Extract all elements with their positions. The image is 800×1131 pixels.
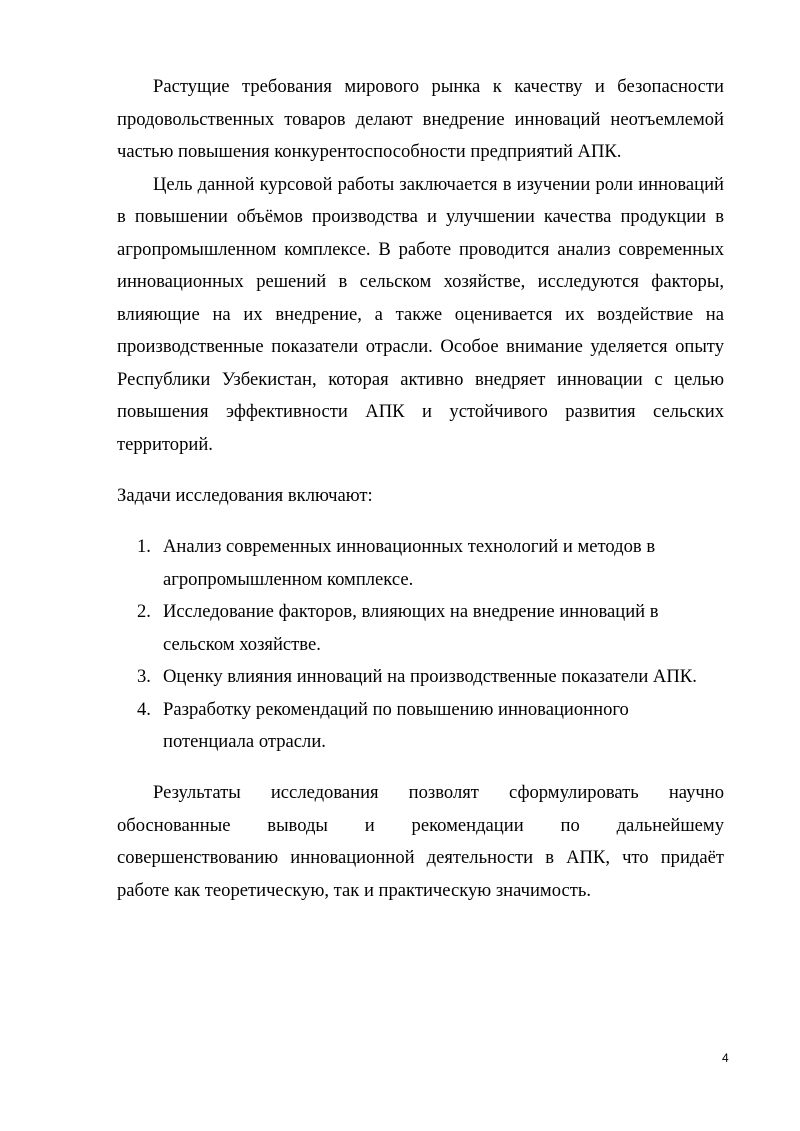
task-item-2 [117,596,724,661]
tasks-heading: Задачи исследования включают: [117,485,373,506]
conclusion-section [117,777,724,907]
intro-paragraph-1: Растущие требования мирового рынка к качеству и безопасности продовольственных товаров делают внедрение инноваций неотъемлемой частью повышения конкурентоспособности предприятий АПК. [117,76,724,162]
task-text: Анализ современных инновационных технологий и методов в агропромышленном комплексе. [163,536,656,590]
task-text: Исследование факторов, влияющих на внедрение инноваций в сельском хозяйстве. [163,601,659,655]
task-number: 2. [137,601,151,622]
page-number: 4 [722,1051,729,1065]
tasks-section [117,531,724,759]
intro-section [117,71,724,461]
task-text: Оценку влияния инноваций на производственные показатели АПК. [163,666,697,687]
task-item-3 [117,661,724,694]
intro-paragraph-2: Цель данной курсовой работы заключается в изучении роли инноваций в повышении объёмов производства и улучшении качества продукции в агропромышленном комплексе. В работе проводится анализ современных инновационных решений в сельском хозяйстве, исследуются факторы, влияющие на их внедрение, а также оценивается их воздействие на производственные показатели отрасли. Особое внимание уделяется опыту Республики Узбекистан, которая активно внедряет инновации с целью повышения эффективности АПК и устойчивого развития сельских территорий. [117,173,724,455]
task-item-1 [117,531,724,596]
tasks-heading-section [117,480,724,513]
conclusion-paragraph: Результаты исследования позволят сформулировать научно обоснованные выводы и рекомендации по дальнейшему совершенствованию инновационной деятельности в АПК, что придаёт работе как теоретическую, так и практическую значимость. [117,782,724,901]
task-number: 4. [137,698,151,720]
tasks-list [117,531,724,759]
task-text: Разработку рекомендаций по повышению инновационного потенциала отрасли. [163,698,629,752]
task-item-4 [117,694,724,759]
task-number: 3. [137,666,151,687]
task-number: 1. [137,536,151,557]
